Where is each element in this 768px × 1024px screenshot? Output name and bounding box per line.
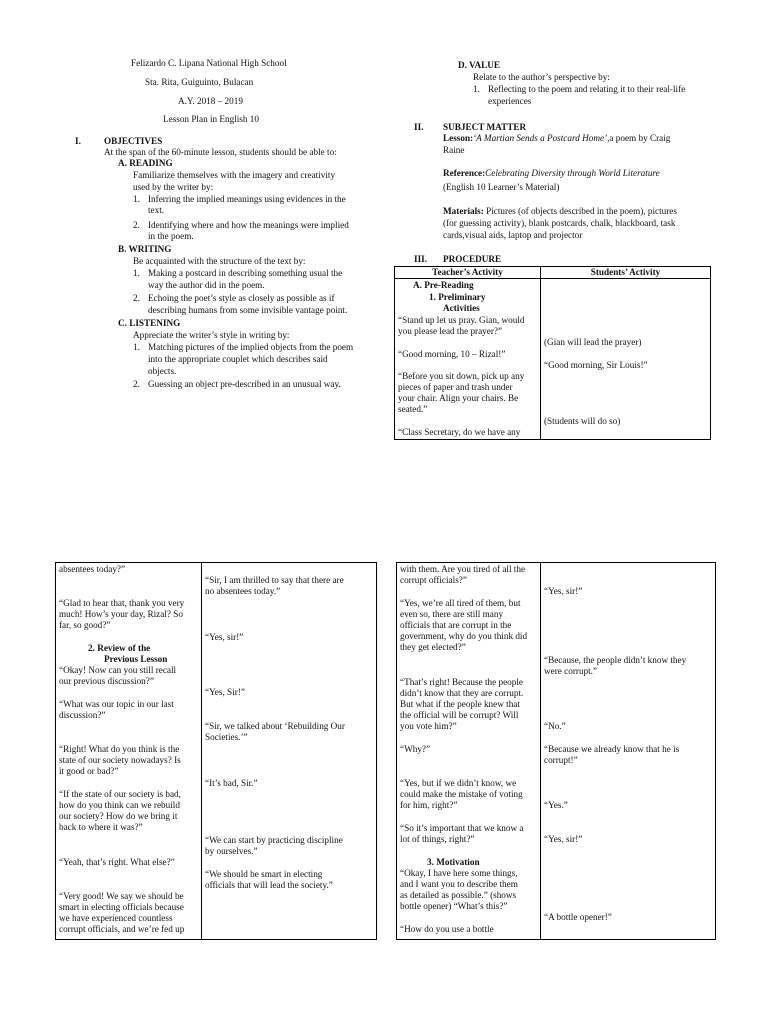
teacher-line: you vote him?” [400,721,457,731]
listening-item-1-num: 1. [133,342,140,352]
student-line: “No.” [544,721,566,731]
reading-item-1-num: 1. [133,194,140,204]
teacher-line: didn’t know that they are corrupt. [400,688,524,698]
teacher-line: But what if the people knew that [400,699,520,709]
teacher-line: absentees today?” [59,564,126,574]
teacher-line: our previous discussion?” [59,676,154,686]
lesson-plan-title: Lesson Plan in English 10 [163,114,259,124]
student-line: by ourselves.” [205,846,258,856]
reading-heading: A. READING [118,158,173,168]
pre-reading-heading: A. Pre-Reading [413,280,474,290]
teacher-line: “Okay! Now can you still recall [59,665,177,675]
student-line: “Sir, I am thrilled to say that there are [205,575,344,585]
student-line: “Sir, we talked about ‘Rebuilding Our [205,721,345,731]
value-item-line-1: Reflecting to the poem and relating it to their real-life [488,84,686,94]
procedure-table-continued-right [396,562,716,940]
reading-item-2-line-1: Identifying where and how the meanings were implied [148,220,349,230]
teacher-line: smart in electing officials because [59,902,184,912]
teacher-line: they get elected?” [400,642,466,652]
writing-item-1-num: 1. [133,268,140,278]
reading-desc-2: used by the writer by: [133,182,214,192]
procedure-number: III. [414,254,428,264]
reading-desc-1: Familiarize themselves with the imagery and creativity [133,170,336,180]
teacher-line: discussion?” [59,710,106,720]
teacher-activity-header: Teacher’s Activity [432,267,503,277]
teacher-line: “That’s right! Because the people [400,677,523,687]
teacher-line: “Class Secretary, do we have any [398,427,521,437]
student-line: (Students will do so) [544,416,621,426]
listening-heading: C. LISTENING [118,318,181,328]
teacher-line: “Why?” [400,744,431,754]
subject-heading: SUBJECT MATTER [443,122,527,132]
materials-line-1 [443,206,677,217]
teacher-line: state of our society nowadays? Is [59,755,181,765]
student-line: (Gian will lead the prayer) [544,337,642,347]
student-line: officials that will lead the society.” [205,880,333,890]
teacher-line: government, why do you think did [400,631,528,641]
listening-desc: Appreciate the writer’s style in writing by: [133,330,290,340]
listening-item-1-line-3: objects. [148,366,177,376]
teacher-line: much! How’s your day, Rizal? So [59,609,183,619]
writing-item-2-line-1: Echoing the poet’s style as closely as possible as if [148,293,335,303]
listening-item-1-line-1: Matching pictures of the implied objects from the poem [148,342,354,352]
reading-item-1-line-1: Inferring the implied meanings using evidences in the [148,194,346,204]
objectives-number: I. [75,136,81,146]
subject-number: II. [414,122,424,132]
teacher-line: far, so good?” [59,620,111,630]
student-line: “Yes, Sir!” [205,687,245,697]
procedure-heading: PROCEDURE [443,254,502,264]
listening-item-2-num: 2. [133,379,140,389]
procedure-table-continued-left [55,562,377,940]
teacher-line: officials that are corrupt in the [400,620,512,630]
student-activity-header: Students’ Activity [590,267,661,277]
academic-year: A.Y. 2018 – 2019 [178,96,243,106]
school-address: Sta. Rita, Guiguinto, Bulacan [145,77,254,87]
student-line: “Yes, sir!” [544,834,583,844]
teacher-line: “What was our topic in our last [59,699,174,709]
student-line: were corrupt.” [544,666,598,676]
teacher-line: “Yeah, that’s right. What else?” [59,857,175,867]
value-desc: Relate to the author’s perspective by: [473,72,610,82]
student-line: corrupt!” [544,755,578,765]
review-heading-2: Previous Lesson [104,654,168,664]
teacher-line: how do you think can we rebuild [59,800,180,810]
materials-line-3: cards,visual aids, laptop and projector [443,230,583,240]
teacher-line: “Stand up let us pray. Gian, would [398,315,525,325]
teacher-line: “How do you use a bottle [400,924,494,934]
student-line: “Yes, sir!” [544,586,583,596]
lesson-line-2: Raine [443,145,465,155]
materials-line-2: (for guessing activity), blank postcards, chalk, blackboard, task [443,218,676,228]
teacher-line: “Right! What do you think is the [59,744,180,754]
student-line: “Yes, sir!” [205,632,244,642]
preliminary-heading-1: 1. Preliminary [429,292,486,302]
writing-desc: Be acquainted with the structure of the text by: [133,256,306,266]
teacher-line: “Yes, we’re all tired of them, but [400,598,521,608]
student-line: “We should be smart in electing [205,869,323,879]
teacher-line: “Before you sit down, pick up any [398,371,525,381]
reading-item-1-line-2: text. [148,205,165,215]
teacher-line: and I want you to describe them [400,879,518,889]
teacher-line: we have experienced countless [59,913,173,923]
writing-item-1-line-2: way the author did in the poem. [148,280,265,290]
teacher-line: pieces of paper and trash under [398,382,513,392]
reference-label: Reference: [443,168,486,178]
materials-text-1: Pictures (of objects described in the poem), pictures [483,206,677,216]
listening-item-2-line-1: Guessing an object pre-described in an unusual way. [148,379,341,389]
reference-line-2: (English 10 Learner’s Material) [443,182,560,192]
objectives-intro: At the span of the 60-minute lesson, students should be able to: [104,147,337,157]
teacher-line: the official will be corrupt? Will [400,710,519,720]
lesson-label: Lesson: [443,133,474,143]
teacher-line: your chair. Align your chairs. Be [398,393,519,403]
listening-item-1-line-2: into the appropriate couplet which describes said [148,354,328,364]
reading-item-2-line-2: in the poem. [148,231,194,241]
lesson-title: ‘A Martian Sends a Postcard Home’ [473,133,608,143]
writing-item-2-num: 2. [133,293,140,303]
lesson-rest: ,a poem by Craig [607,133,671,143]
teacher-line: could make the mistake of voting [400,789,523,799]
writing-item-1-line-1: Making a postcard in describing something usual the [148,268,343,278]
student-line: “Because we already know that he is [544,744,680,754]
lesson-line [443,133,670,144]
teacher-line: lot of things, right?” [400,834,475,844]
school-name: Felizardo C. Lipana National High School [131,58,287,68]
value-item-line-2: experiences [488,96,532,106]
reference-title: Celebrating Diversity through World Literature [485,168,660,178]
materials-label: Materials: [443,206,484,216]
student-line: no absentees today.” [205,586,281,596]
teacher-line: our society? How do we bring it [59,811,178,821]
teacher-line: seated.” [398,404,428,414]
teacher-line: back to where it was?” [59,822,143,832]
value-heading: D. VALUE [458,60,501,70]
teacher-line: it good or bad?” [59,766,119,776]
teacher-line: bottle opener) “What’s this?” [400,901,508,911]
teacher-line: “If the state of our society is bad, [59,789,181,799]
student-line: “Yes.” [544,800,568,810]
student-line: “A bottle opener!” [544,912,612,922]
teacher-line: as detailed as possible.” (shows [400,890,517,900]
value-item-num: 1. [473,84,480,94]
teacher-line: corrupt officials?” [400,575,467,585]
teacher-line: “Very good! We say we should be [59,891,184,901]
motivation-heading: 3. Motivation [427,857,480,867]
teacher-line: “Yes, but if we didn’t know, we [400,778,517,788]
teacher-line: “So it’s important that we know a [400,823,524,833]
procedure-table [394,266,711,440]
teacher-line: you please lead the prayer?” [398,326,503,336]
student-line: “Because, the people didn’t know they [544,655,687,665]
teacher-line: “Okay, I have here some things, [400,868,518,878]
review-heading-1: 2. Review of the [88,643,151,653]
teacher-line: for him, right?” [400,800,458,810]
teacher-line: “Good morning, 10 – Rizal!” [398,349,506,359]
student-line: “It’s bad, Sir.” [205,778,258,788]
reading-item-2-num: 2. [133,220,140,230]
student-line: Societies.’” [205,732,248,742]
objectives-heading: OBJECTIVES [104,136,163,146]
student-line: “Good morning, Sir Louis!” [544,360,648,370]
student-line: “We can start by practicing discipline [205,835,343,845]
teacher-line: “Glad to hear that, thank you very [59,598,185,608]
teacher-line: with them. Are you tired of all the [400,564,526,574]
writing-item-2-line-2: describing humans from some invisible vantage point. [148,305,348,315]
teacher-line: even so, there are still many [400,609,504,619]
reference-line [443,168,660,179]
writing-heading: B. WRITING [118,244,172,254]
teacher-line: corrupt officials, and we’re fed up [59,924,185,934]
preliminary-heading-2: Activities [443,303,480,313]
